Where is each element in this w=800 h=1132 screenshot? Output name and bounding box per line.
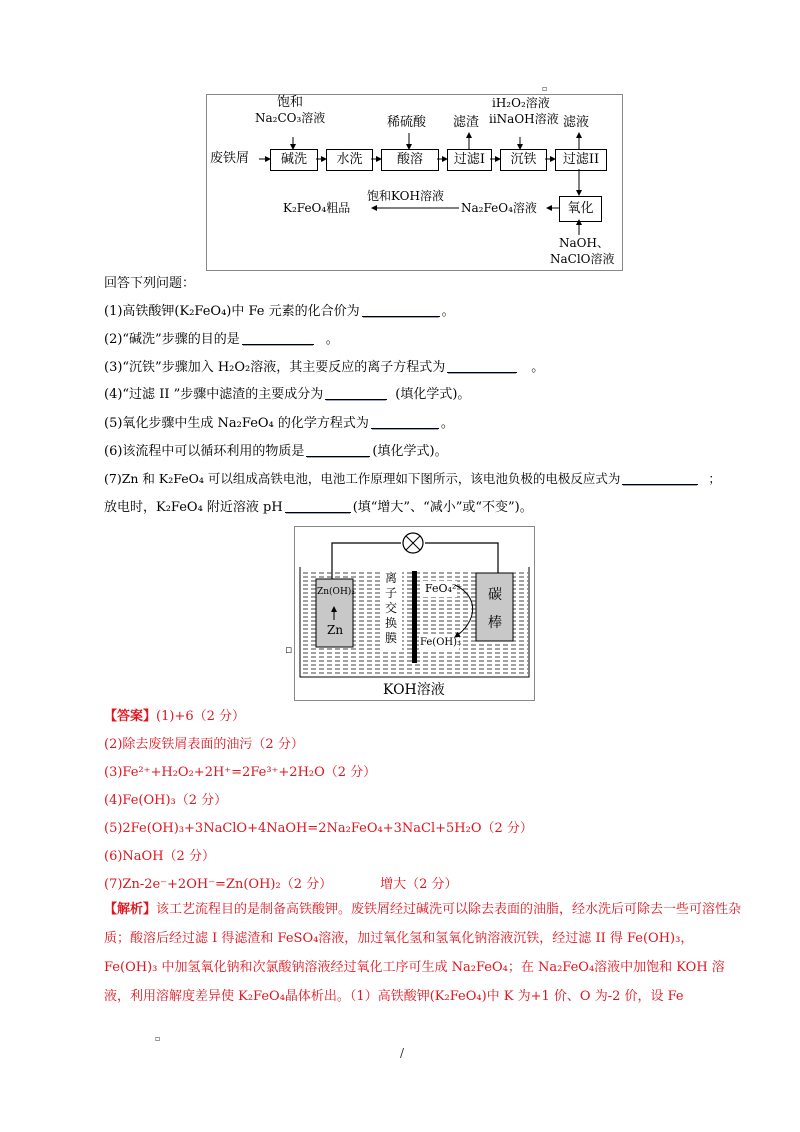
answer-blank-1[interactable]: [362, 303, 440, 317]
answer-7-ph: 增大（2 分）: [380, 877, 458, 892]
membrane-char: 交: [385, 601, 398, 615]
membrane-char: 离: [385, 571, 398, 585]
reagent-na2co3-line2: Na₂CO₃溶液: [255, 111, 326, 125]
reagent-oxidant-line1: NaOH、: [559, 236, 609, 250]
analysis-tag: 【解析】: [104, 902, 157, 917]
answer-7: (7)Zn-2e⁻+2OH⁻=Zn(OH)₂（2 分）: [104, 877, 333, 892]
question-4-tail: (填化学式)。: [395, 387, 471, 402]
question-6-tail: (填化学式)。: [372, 444, 448, 459]
question-4-text: (4)“过滤 II ”步骤中滤渣的主要成分为: [104, 387, 324, 402]
question-7: [104, 471, 721, 487]
question-2-tail: 。: [325, 332, 339, 347]
questions-intro: 回答下列问题：: [104, 276, 196, 291]
answer-blank-6[interactable]: [306, 443, 370, 457]
question-2-text: (2)“碱洗”步骤的目的是: [104, 332, 240, 347]
fe-oh-3-label: Fe(OH)₃: [420, 637, 462, 648]
step-filter-1: 过滤I: [447, 149, 492, 171]
paragraph-mark: ▫: [155, 1034, 161, 1043]
electrolyte-label: KOH溶液: [383, 682, 445, 698]
reagent-koh: 饱和KOH溶液: [367, 189, 444, 203]
answer-2: (2)除去废铁屑表面的油污（2 分）: [104, 737, 304, 752]
reagent-h2o2: iH₂O₂溶液: [492, 96, 550, 110]
paragraph-mark: ▫: [542, 84, 548, 93]
question-1-text: (1)高铁酸钾(K₂FeO₄)中 Fe 元素的化合价为: [104, 304, 360, 319]
question-7b-text: 放电时，K₂FeO₄ 附近溶液 pH: [104, 500, 283, 515]
step-water-wash: 水洗: [326, 149, 373, 171]
membrane-char: 子: [385, 586, 398, 600]
step-alkali-wash: 碱洗: [270, 149, 318, 171]
question-3-tail: 。: [531, 360, 545, 375]
zn-oh-2-label: Zn(OH)₂: [317, 587, 355, 597]
answer-blank-2[interactable]: [242, 331, 314, 345]
reagent-na2co3-line1: 饱和: [277, 95, 304, 110]
question-3: [104, 359, 544, 376]
question-5: [104, 415, 454, 432]
step-acid-dissolve: 酸溶: [381, 149, 439, 171]
membrane-char: 换: [385, 616, 398, 630]
question-7b-tail: (填“增大”、“减小”或“不变”)。: [352, 500, 533, 515]
answer-blank-7a[interactable]: [622, 471, 698, 485]
answer-tag: 【答案】: [104, 709, 157, 724]
answer-blank-3[interactable]: [447, 359, 517, 373]
start-material: 废铁屑: [210, 151, 250, 166]
analysis-paragraph: [104, 895, 744, 1011]
question-6-text: (6)该流程中可以循环利用的物质是: [104, 444, 305, 459]
ferrate-ion-label: FeO₄²⁻: [425, 582, 463, 595]
question-6: [104, 443, 448, 460]
step-filter-2: 过滤II: [555, 149, 607, 171]
answer-blank-4[interactable]: [325, 386, 387, 400]
question-7-continued: [104, 499, 533, 516]
paragraph-mark: ▫: [285, 643, 293, 656]
residue-label: 滤渣: [453, 115, 480, 130]
answer-1: (1)+6（2 分）: [156, 709, 245, 724]
question-5-tail: 。: [440, 416, 454, 431]
carbon-rod-char: 棒: [488, 615, 502, 631]
answer-line-1: [104, 709, 245, 725]
step-oxidation: 氧化: [559, 196, 602, 222]
analysis-text: 该工艺流程目的是制备高铁酸钾。废铁屑经过碱洗可以除去表面的油脂，经水洗后可除去一些可溶性杂质；酸溶后经过滤 I 得滤渣和 FeSO₄溶液，加过氧化氢和氢氧化钠溶液沉铁，经过滤 II 得 Fe(OH)₃，Fe(OH)₃ 中加氢氧化钠和次氯酸钠溶液经过氧化工序可生成 Na₂FeO₄；在 Na₂FeO₄溶液中加饱和 KOH 溶液，利用溶解度差异使 K₂FeO₄晶体析出。（1）高铁酸钾(K₂FeO₄)中 K 为+1 价、O 为-2 价，设 Fe: [104, 902, 742, 1004]
ion-exchange-membrane-label: [385, 571, 399, 646]
question-7-tail: ；: [708, 471, 721, 486]
carbon-rod-label: [488, 581, 502, 637]
answer-blank-7b[interactable]: [285, 499, 351, 513]
process-flowchart: [206, 94, 623, 271]
answer-4: (4)Fe(OH)₃（2 分）: [104, 793, 228, 808]
question-7-text: (7)Zn 和 K₂FeO₄ 可以组成高铁电池，电池工作原理如下图所示，该电池负极的电极反应式为: [104, 471, 621, 486]
answer-line-7: [104, 877, 458, 893]
battery-diagram: [294, 526, 535, 701]
reagent-sulfuric-acid: 稀硫酸: [387, 115, 427, 130]
answer-5: (5)2Fe(OH)₃+3NaClO+4NaOH=2Na₂FeO₄+3NaCl+5H₂O（2 分）: [104, 821, 533, 836]
question-1-tail: 。: [441, 304, 455, 319]
answer-6: (6)NaOH（2 分）: [104, 849, 215, 864]
membrane-char: 膜: [385, 631, 398, 645]
page-footer: /: [400, 1046, 405, 1060]
product-crude: K₂FeO₄粗品: [283, 201, 351, 215]
carbon-rod-char: 碳: [488, 587, 502, 603]
zn-label: Zn: [327, 623, 344, 637]
step-precipitate-iron: 沉铁: [500, 149, 547, 171]
intermediate-na2feo4: Na₂FeO₄溶液: [461, 201, 537, 215]
question-1: [104, 303, 455, 320]
question-2: [104, 331, 339, 348]
answer-3: (3)Fe²⁺+H₂O₂+2H⁺=2Fe³⁺+2H₂O（2 分）: [104, 765, 377, 780]
filtrate-label: 滤液: [563, 115, 590, 130]
question-4: [104, 386, 470, 403]
answer-blank-5[interactable]: [371, 415, 439, 429]
reagent-naoh: iiNaOH溶液: [489, 112, 559, 126]
reagent-oxidant-line2: NaClO溶液: [550, 252, 615, 266]
question-5-text: (5)氧化步骤中生成 Na₂FeO₄ 的化学方程式为: [104, 416, 369, 431]
question-3-text: (3)“沉铁”步骤加入 H₂O₂溶液，其主要反应的离子方程式为: [104, 360, 446, 375]
